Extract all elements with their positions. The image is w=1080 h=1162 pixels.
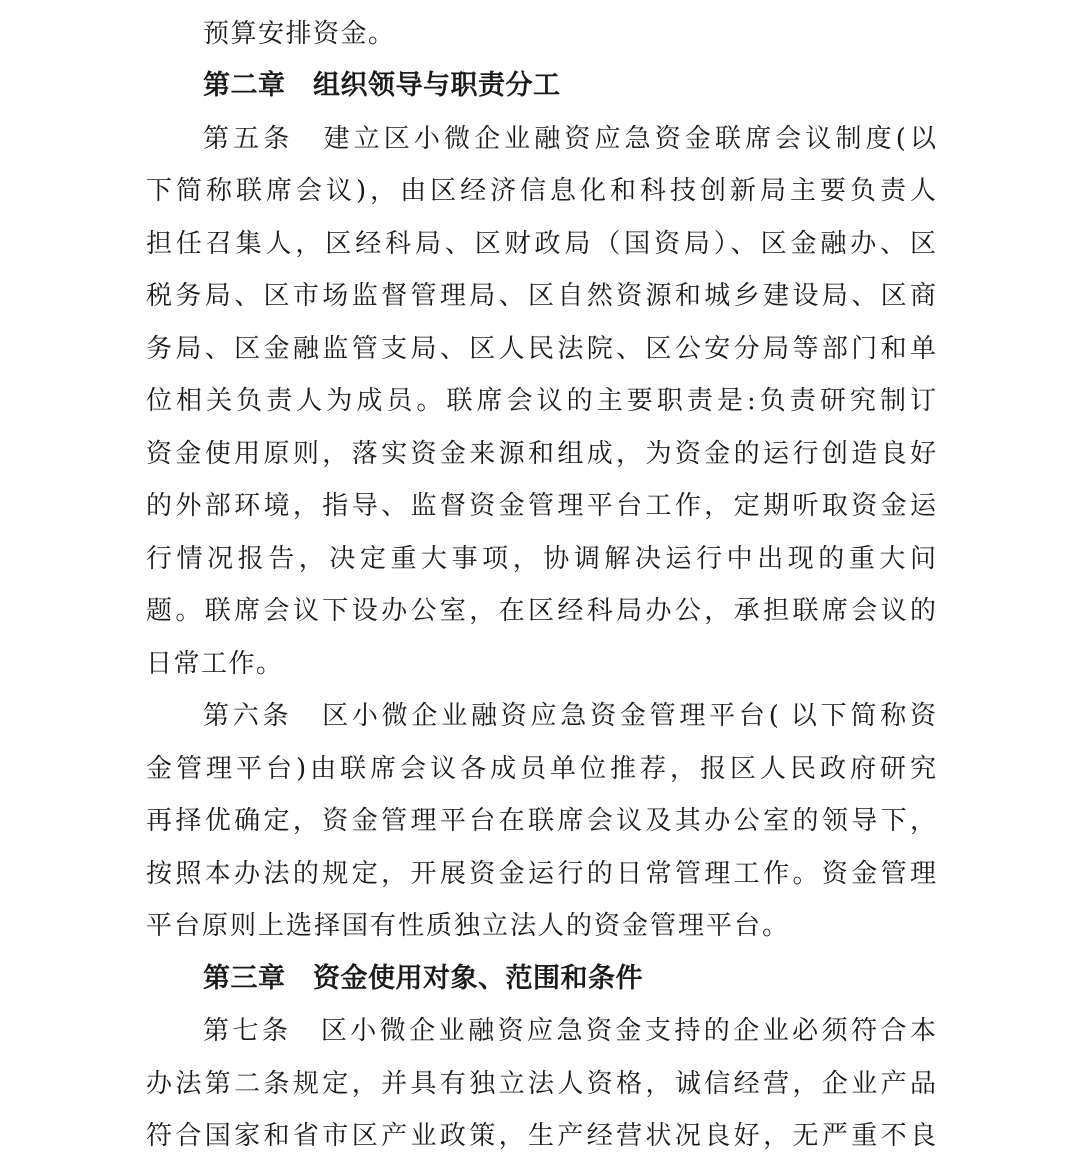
paragraph-line: 金管理平台)由联席会议各成员单位推荐，报区人民政府研究 <box>146 754 936 784</box>
document-page <box>146 0 936 1162</box>
paragraph-line: 再择优确定，资金管理平台在联席会议及其办公室的领导下， <box>146 806 936 836</box>
chapter-heading: 第二章 组织领导与职责分工 <box>203 70 561 101</box>
paragraph-line: 符合国家和省市区产业政策，生产经营状况良好，无严重不良 <box>146 1121 936 1151</box>
article-first-line: 第六条 区小微企业融资应急资金管理平台( 以下简称资 <box>203 701 936 731</box>
paragraph-line: 行情况报告，决定重大事项，协调解决运行中出现的重大问 <box>146 544 936 574</box>
paragraph-line: 预算安排资金。 <box>203 19 396 49</box>
article-first-line: 第五条 建立区小微企业融资应急资金联席会议制度(以 <box>203 124 936 154</box>
paragraph-line: 题。联席会议下设办公室，在区经科局办公，承担联席会议的 <box>146 596 936 626</box>
paragraph-line: 税务局、区市场监督管理局、区自然资源和城乡建设局、区商 <box>146 281 936 311</box>
paragraph-line: 的外部环境，指导、监督资金管理平台工作，定期听取资金运 <box>146 491 936 521</box>
paragraph-line: 日常工作。 <box>146 649 284 679</box>
article-first-line: 第七条 区小微企业融资应急资金支持的企业必须符合本 <box>203 1016 936 1046</box>
paragraph-line: 平台原则上选择国有性质独立法人的资金管理平台。 <box>146 911 791 941</box>
chapter-heading: 第三章 资金使用对象、范围和条件 <box>203 963 643 994</box>
paragraph-line: 务局、区金融监管支局、区人民法院、区公安分局等部门和单 <box>146 334 936 364</box>
paragraph-line: 办法第二条规定，并具有独立法人资格，诚信经营，企业产品 <box>146 1069 936 1099</box>
paragraph-line: 下简称联席会议)，由区经济信息化和科技创新局主要负责人 <box>146 176 936 206</box>
paragraph-line: 担任召集人，区经科局、区财政局（国资局）、区金融办、区 <box>146 229 936 259</box>
paragraph-line: 资金使用原则，落实资金来源和组成，为资金的运行创造良好 <box>146 439 936 469</box>
paragraph-line: 按照本办法的规定，开展资金运行的日常管理工作。资金管理 <box>146 859 936 889</box>
paragraph-line: 位相关负责人为成员。联席会议的主要职责是:负责研究制订 <box>146 386 936 416</box>
